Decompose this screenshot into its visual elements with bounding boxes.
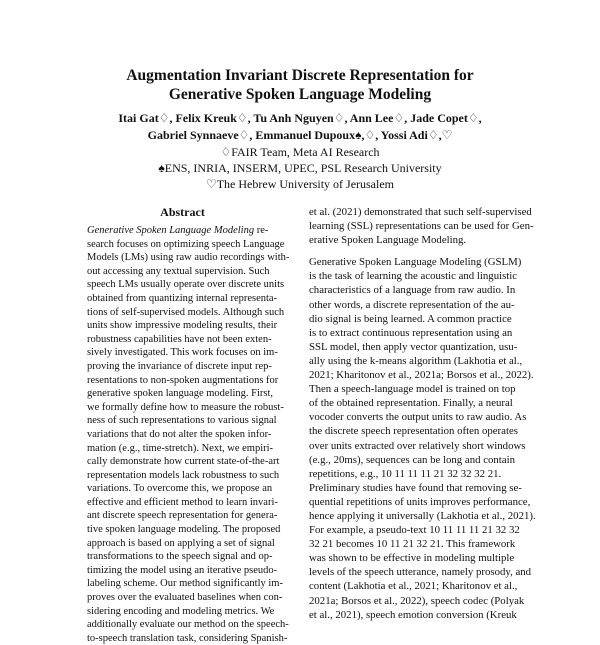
abstract-line: ness of such representations to various signal	[87, 415, 277, 427]
intro-paragraph-1	[309, 205, 534, 247]
abstract-line: proves over the evaluated baselines when con-	[87, 592, 283, 604]
paragraph-gap	[309, 247, 529, 255]
author-line: Gabriel Synnaeve♢, Emmanuel Dupoux♠,♢, Yossi Adi♢,♡	[147, 128, 453, 142]
body-line: hence applying it universally (Lakhotia et al., 2021).	[309, 509, 536, 522]
abstract-line: resentations to non-spoken augmentations for	[87, 374, 279, 386]
author-list	[0, 110, 600, 144]
title-line: Augmentation Invariant Discrete Representation for	[126, 67, 474, 84]
abstract-line	[87, 224, 283, 238]
abstract-line: units show impressive modeling results, their	[87, 320, 278, 332]
body-line: is the task of learning the acoustic and linguistic	[309, 270, 518, 283]
abstract-line: variations. To overcome this, we propose an	[87, 483, 273, 495]
body-line: SSL model, then apply vector quantization, usu-	[309, 340, 518, 353]
affiliation-line: ♠ENS, INRIA, INSERM, UPEC, PSL Research University	[158, 161, 442, 175]
body-line: Preliminary studies have found that removing se-	[309, 481, 522, 494]
body-line: was shown to be effective in modeling multiple	[309, 552, 515, 565]
abstract-line: variations that do not alter the spoken infor-	[87, 428, 272, 440]
abstract-italic-term: Generative Spoken Language Modeling	[87, 225, 255, 236]
abstract-line: obtained from quantizing internal representa-	[87, 292, 278, 304]
body-line: Generative Spoken Language Modeling (GSLM)	[309, 256, 522, 269]
abstract-line: sively investigated. This work focuses on im-	[87, 347, 278, 359]
abstract-lines	[87, 238, 290, 645]
abstract-line: search focuses on optimizing speech Language	[87, 238, 285, 250]
abstract-line: labeling scheme. Our method significantly im-	[87, 578, 283, 590]
body-line: learning (SSL) representations can be used for Gen-	[309, 220, 534, 233]
abstract-heading: Abstract	[160, 205, 205, 219]
body-line: content (Lakhotia et al., 2021; Kharitonov et al.,	[309, 580, 518, 593]
abstract-line: sidering encoding and modeling metrics. We	[87, 605, 275, 617]
body-line: characteristics of a language from raw audio. In	[309, 284, 516, 297]
intro-paragraph-2	[309, 255, 536, 621]
abstract-body	[87, 224, 290, 645]
abstract-line: robustness capabilities have not been exten-	[87, 333, 272, 345]
abstract-line: out accessing any textual supervision. Such	[87, 265, 270, 277]
abstract-line: transformations to the speech signal and op-	[87, 551, 273, 563]
body-line: over units extracted over relatively short windows	[309, 439, 526, 452]
abstract-line: approach is based on applying a set of signal	[87, 537, 275, 549]
body-line: 2021; Kharitonov et al., 2021a; Borsos et al., 2022).	[309, 369, 534, 382]
abstract-line: additionally evaluate our method on the speech-	[87, 619, 289, 631]
abstract-line: speech LMs usually operate over discrete units	[87, 279, 285, 291]
body-line: vocoder converts the output units to raw audio. As	[309, 411, 527, 424]
body-line: quential repetitions of units improves performance,	[309, 495, 531, 508]
abstract-line: tive spoken language modeling. The proposed	[87, 524, 281, 536]
abstract-line: to-speech translation task, considering Spanish-	[87, 632, 288, 644]
body-line: is to extract continuous representation using an	[309, 326, 513, 339]
paper-title	[0, 66, 600, 104]
body-line: ally using the k-means algorithm (Lakhotia et al.,	[309, 354, 523, 367]
body-line: et al. (2021) demonstrated that such self-supervised	[309, 206, 532, 218]
body-line: the discrete speech representation often operates	[309, 425, 518, 438]
affiliation-list	[0, 144, 600, 192]
body-line: other words, a discrete representation of the au-	[309, 298, 515, 311]
abstract-line: tions of self-supervised models. Although such	[87, 306, 285, 318]
body-line: erative Spoken Language Modeling.	[309, 234, 467, 247]
abstract-line: mation (e.g., time-stretch). Next, we empiri-	[87, 442, 274, 454]
affiliation-line: ♢FAIR Team, Meta AI Research	[220, 145, 380, 159]
title-line: Generative Spoken Language Modeling	[168, 86, 432, 103]
abstract-line: generative spoken language modeling. First,	[87, 388, 274, 400]
body-line: of the obtained representation. Finally, a neural	[309, 397, 513, 410]
right-column	[309, 205, 536, 622]
abstract-line: timizing the model using an iterative pseudo-	[87, 564, 278, 576]
affiliation-line: ♡The Hebrew University of Jerusalem	[205, 177, 395, 191]
abstract-line: representation models lack robustness to such	[87, 469, 280, 481]
abstract-line: cally demonstrate how current state-of-the-art	[87, 456, 280, 468]
abstract-line: ant discrete speech representation for genera-	[87, 510, 278, 522]
body-line: (e.g., 20ms), sequences can be long and contain	[309, 453, 515, 466]
abstract-line: effective and efficient method to learn invari-	[87, 496, 278, 508]
body-line: et al., 2021), speech emotion conversion (Kreuk	[309, 608, 517, 621]
abstract-first-line-rest: re-	[254, 225, 269, 236]
abstract-line: Models (LMs) using raw audio recordings with-	[87, 252, 290, 264]
body-line: repetitions, e.g., 10 11 11 11 21 32 32 32 21.	[309, 467, 502, 480]
abstract-line: we formally define how to measure the robust-	[87, 401, 284, 413]
body-line: For example, a pseudo-text 10 11 11 11 21 32 32	[309, 524, 520, 537]
abstract-line: proving the invariance of discrete input rep-	[87, 360, 272, 372]
body-line: 32 21 becomes 10 11 21 32 21. This framework	[309, 538, 516, 551]
body-line: 2021a; Borsos et al., 2022), speech codec (Polyak	[309, 594, 525, 607]
body-line: dio signal is being learned. A common practice	[309, 312, 512, 325]
author-line: Itai Gat♢, Felix Kreuk♢, Tu Anh Nguyen♢, Ann Lee♢, Jade Copet♢,	[118, 111, 482, 125]
body-line: Then a speech-language model is trained on top	[309, 383, 516, 396]
body-line: levels of the speech utterance, namely prosody, and	[309, 566, 532, 579]
